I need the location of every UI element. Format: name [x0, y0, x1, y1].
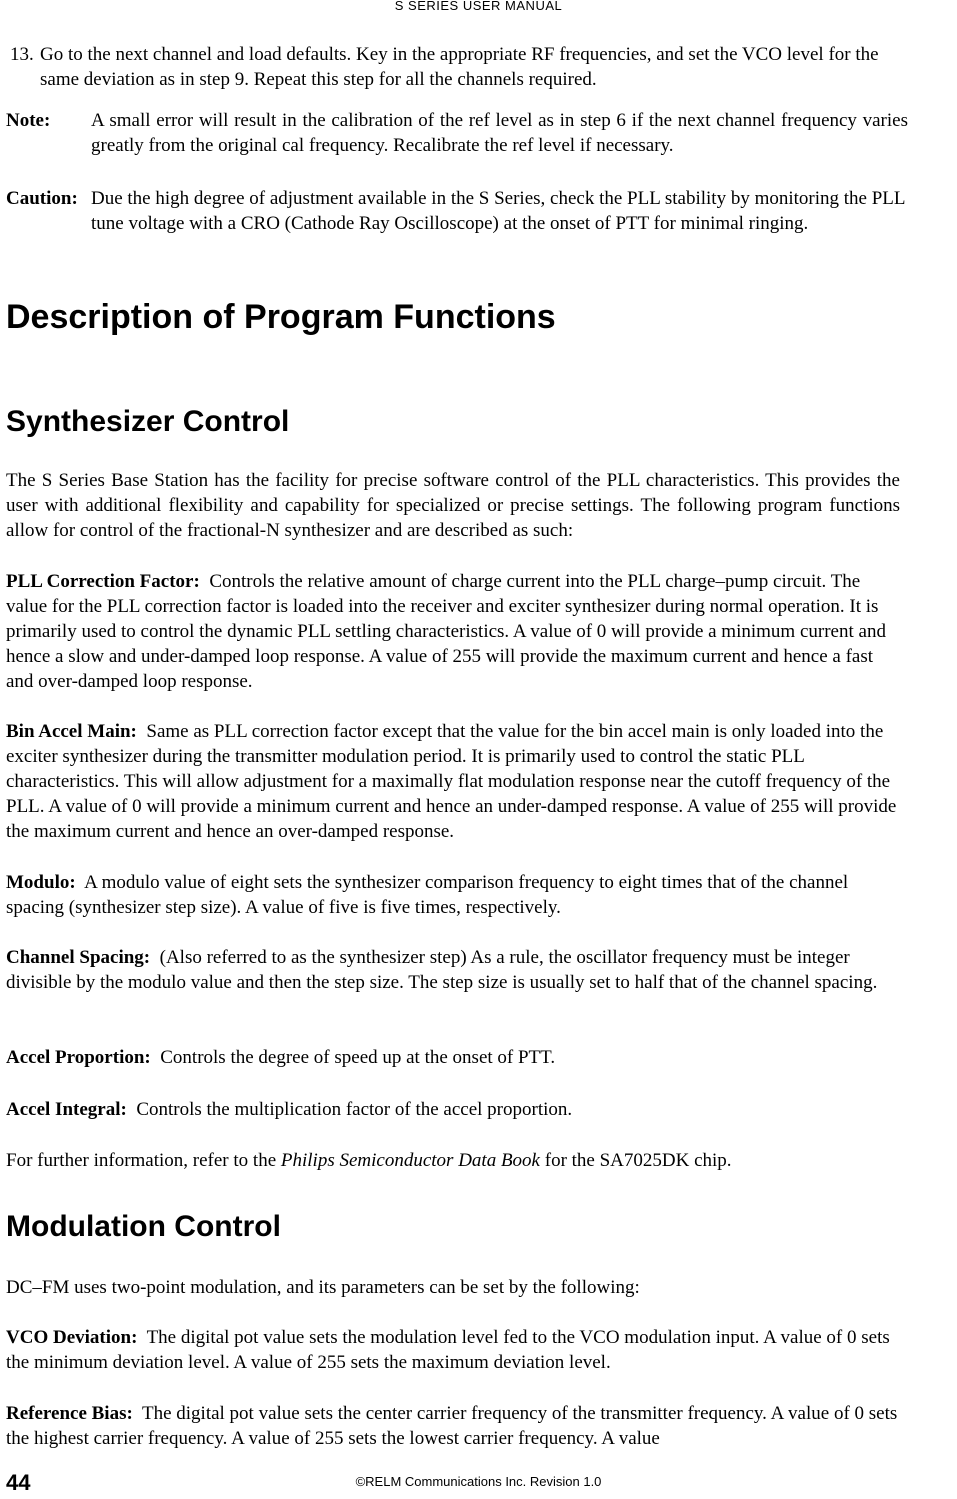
caution-block	[6, 186, 908, 236]
note-text: A small error will result in the calibration of the ref level as in step 6 if the next channel frequency varies greatly from the original cal frequency. Recalibrate the ref level if necessary.	[91, 110, 908, 156]
step-text: Go to the next channel and load defaults. Key in the appropriate RF frequencies, and set the VCO level for the same deviation as in step 9. Repeat this step for all the channels required.	[40, 44, 879, 90]
modulation-intro: DC–FM uses two-point modulation, and its parameters can be set by the following:	[6, 1277, 640, 1298]
pll-correction-paragraph	[6, 569, 900, 694]
further-info-tail: for the SA7025DK chip.	[540, 1150, 732, 1171]
step-13	[10, 42, 910, 92]
term-text: The digital pot value sets the modulation level fed to the VCO modulation input. A value of 0 sets the minimum deviation level. A value of 255 sets the maximum deviation level.	[6, 1327, 890, 1373]
term-label: Reference Bias:	[6, 1403, 133, 1424]
accel-proportion-paragraph	[6, 1045, 900, 1070]
term-label: Accel Integral:	[6, 1099, 127, 1120]
note-label: Note:	[6, 110, 51, 131]
data-book-title: Philips Semiconductor Data Book	[280, 1150, 540, 1171]
modulo-paragraph	[6, 870, 900, 920]
caution-text: Due the high degree of adjustment available in the S Series, check the PLL stability by monitoring the PLL tune voltage with a CRO (Cathode Ray Oscilloscope) at the onset of PTT for minimal ringing.	[91, 188, 905, 234]
vco-deviation-paragraph	[6, 1325, 900, 1375]
term-text: Controls the relative amount of charge current into the PLL charge–pump circuit. The value for the PLL correction factor is loaded into the receiver and exciter synthesizer during normal operation. It is primarily used to control the dynamic PLL settling characteristics. A value of 0 will provide a minimum current and hence a slow and under-damped loop response. A value of 255 will provide the maximum current and hence a fast and over-damped loop response.	[6, 571, 886, 692]
term-label: VCO Deviation:	[6, 1327, 138, 1348]
further-info-lead: For further information, refer to the	[6, 1150, 281, 1171]
modulation-heading: Modulation Control	[6, 1210, 281, 1243]
term-label: Channel Spacing:	[6, 947, 151, 968]
term-text: The digital pot value sets the center carrier frequency of the transmitter frequency. A value of 0 sets the highest carrier frequency. A value of 255 sets the lowest carrier frequency. A value	[6, 1403, 898, 1449]
caution-label: Caution:	[6, 188, 78, 209]
synthesizer-heading: Synthesizer Control	[6, 405, 290, 438]
term-text: Controls the degree of speed up at the onset of PTT.	[160, 1047, 556, 1068]
main-heading: Description of Program Functions	[6, 298, 556, 336]
term-label: PLL Correction Factor:	[6, 571, 200, 592]
term-label: Bin Accel Main:	[6, 721, 137, 742]
further-info-paragraph	[6, 1148, 900, 1173]
channel-spacing-paragraph	[6, 945, 900, 995]
term-label: Accel Proportion:	[6, 1047, 151, 1068]
synthesizer-intro: The S Series Base Station has the facility for precise software control of the PLL characteristics. This provides the user with additional flexibility and capability for specialized or precise settings. The following program functions allow for control of the fractional-N synthesizer and are described as such:	[6, 470, 900, 541]
step-number: 13.	[10, 44, 34, 65]
running-header: S SERIES USER MANUAL	[394, 0, 563, 13]
term-text: (Also referred to as the synthesizer step) As a rule, the oscillator frequency must be integer divisible by the modulo value and then the step size. The step size is usually set to half that of the channel spacing.	[6, 947, 878, 993]
note-block	[6, 108, 908, 158]
accel-integral-paragraph	[6, 1097, 900, 1122]
term-text: Same as PLL correction factor except that the value for the bin accel main is only loaded into the exciter synthesizer during the transmitter modulation period. It is primarily used to control the static PLL characteristics. This will allow adjustment for a maximally flat modulation response near the cutoff frequency of the PLL. A value of 0 will provide a minimum current and hence an under-damped response. A value of 255 will provide the maximum current and hence an over-damped response.	[6, 721, 897, 842]
page-number: 44	[6, 1470, 31, 1495]
term-text: A modulo value of eight sets the synthesizer comparison frequency to eight times that of the channel spacing (synthesizer step size). A value of five is five times, respectively.	[6, 872, 849, 918]
footer-copyright: ©RELM Communications Inc. Revision 1.0	[355, 1474, 602, 1489]
term-label: Modulo:	[6, 872, 76, 893]
reference-bias-paragraph	[6, 1401, 900, 1451]
bin-accel-paragraph	[6, 719, 900, 844]
term-text: Controls the multiplication factor of the accel proportion.	[136, 1099, 573, 1120]
